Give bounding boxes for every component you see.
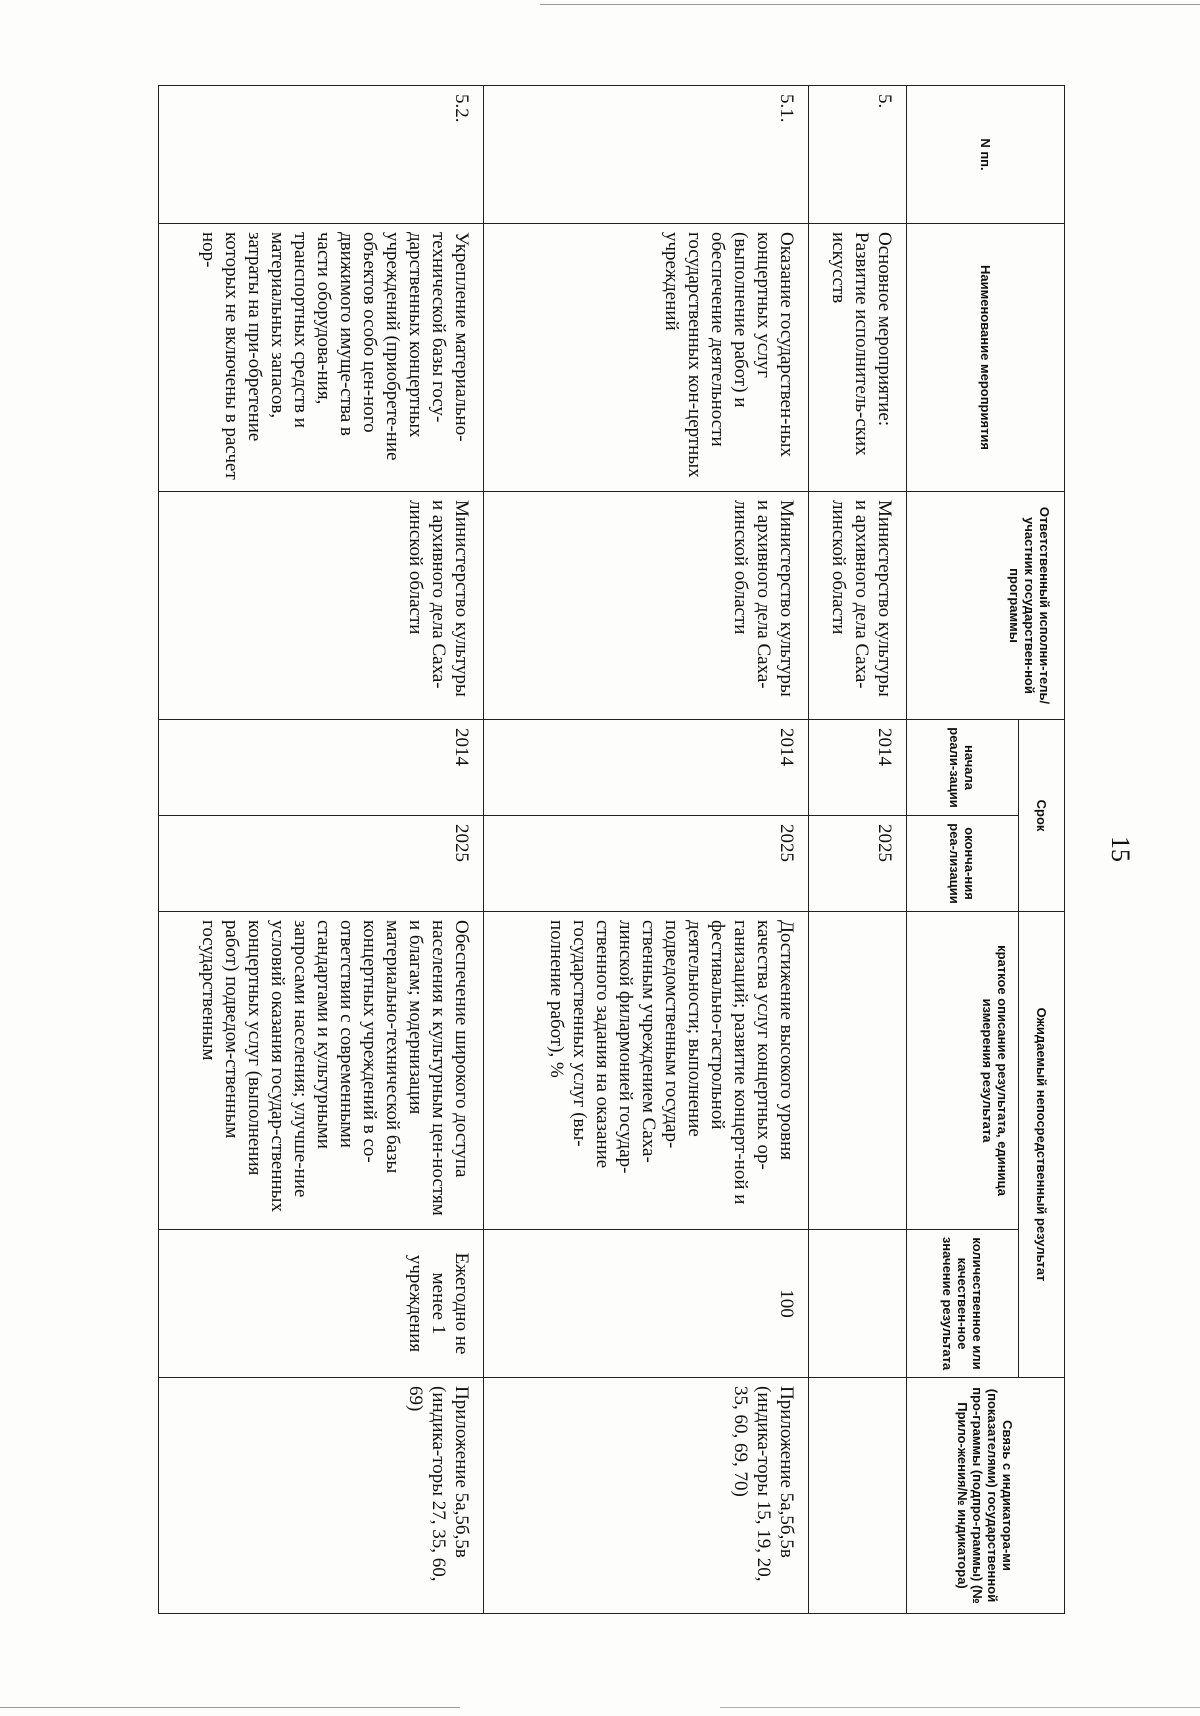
row-end: 2025 [159,816,484,912]
rotated-document-page [155,85,1135,1613]
row-end: 2025 [484,816,809,912]
row-num: 5.1. [484,86,809,224]
header-name: Наименование мероприятия [907,224,1065,492]
header-indicators: Связь с индикатора-ми (показателями) государственной про-граммы (подпро-граммы) (№ Прило-жения/№ индикатора) [907,1378,1065,1614]
row-num: 5.2. [159,86,484,224]
row-responsible: Министерство культуры и архивного дела Саха-линской области [484,492,809,720]
row-name: Оказание государствен-ных концертных услуг (выполнение работ) и обеспечение деятельности государственных кон-цертных учреждений [484,224,809,492]
program-activities-table [158,85,1065,1614]
row-desc: Достижение высокого уровня качества услуг концертных ор-ганизаций; развитие концерт-ной и фестивально-гастрольной деятельности; выполнение подведомственным государ-ственным учреждением Саха-линской филармонией государ-ственного задания на оказание государственных услуг (вы-полнение работ), % [484,912,809,1230]
header-term-start: начала реали-зации [907,720,1019,816]
scan-edge-bottom-right [720,1707,1200,1708]
row-num: 5. [809,86,907,224]
header-term: Срок [1019,720,1065,912]
row-responsible: Министерство культуры и архивного дела Саха-линской области [159,492,484,720]
header-result-value: количественное или качествен-ное значение результата [907,1230,1019,1378]
row-name: Укрепление материально-технической базы госу-дарственных концертных учреждений (приобрете-ние объектов особо цен-ного движимого имуще-ства в части оборудова-ния, транспортных средств и материальных запасов, затраты на при-обретение которых не включены в расчет нор- [159,224,484,492]
row-desc: Обеспечение широкого доступа населения к культурным цен-ностям и благам; модернизация материально-технической базы концертных учреждений в со-ответствии с современными стандартами и культурными запросами населения; улучше-ние условий оказания государ-ственных концертных услуг (выполнения работ) подведом-ственным государственным [159,912,484,1230]
header-responsible: Ответственный исполни-тель/участник государствен-ной программы [907,492,1065,720]
row-responsible: Министерство культуры и архивного дела Саха-линской области [809,492,907,720]
row-end: 2025 [809,816,907,912]
table-row [159,86,484,1614]
row-start: 2014 [484,720,809,816]
row-value: 100 [484,1230,809,1378]
header-term-end: оконча-ния реа-лизации [907,816,1019,912]
row-indicators [809,1378,907,1614]
scan-edge-bottom [0,1707,460,1708]
row-value [809,1230,907,1378]
row-indicators: Приложение 5а,5б,5в (индика-торы 27, 35, 60, 69) [159,1378,484,1614]
scan-edge-top [540,4,1200,5]
table-row [809,86,907,1614]
header-num: N пп. [907,86,1065,224]
table-row [484,86,809,1614]
row-start: 2014 [809,720,907,816]
row-value: Ежегодно не менее 1 учреждения [159,1230,484,1378]
header-result: Ожидаемый непосредственный результат [1019,912,1065,1378]
row-indicators: Приложение 5а,5б,5в (индика-торы 15, 19, 20, 35, 60, 69, 70) [484,1378,809,1614]
row-desc [809,912,907,1230]
header-result-desc: краткое описание результата, единица измерения результата [907,912,1019,1230]
page-number: 15 [1106,836,1135,862]
row-name: Основное мероприятие: Развитие исполнитель-ских искусств [809,224,907,492]
row-start: 2014 [159,720,484,816]
